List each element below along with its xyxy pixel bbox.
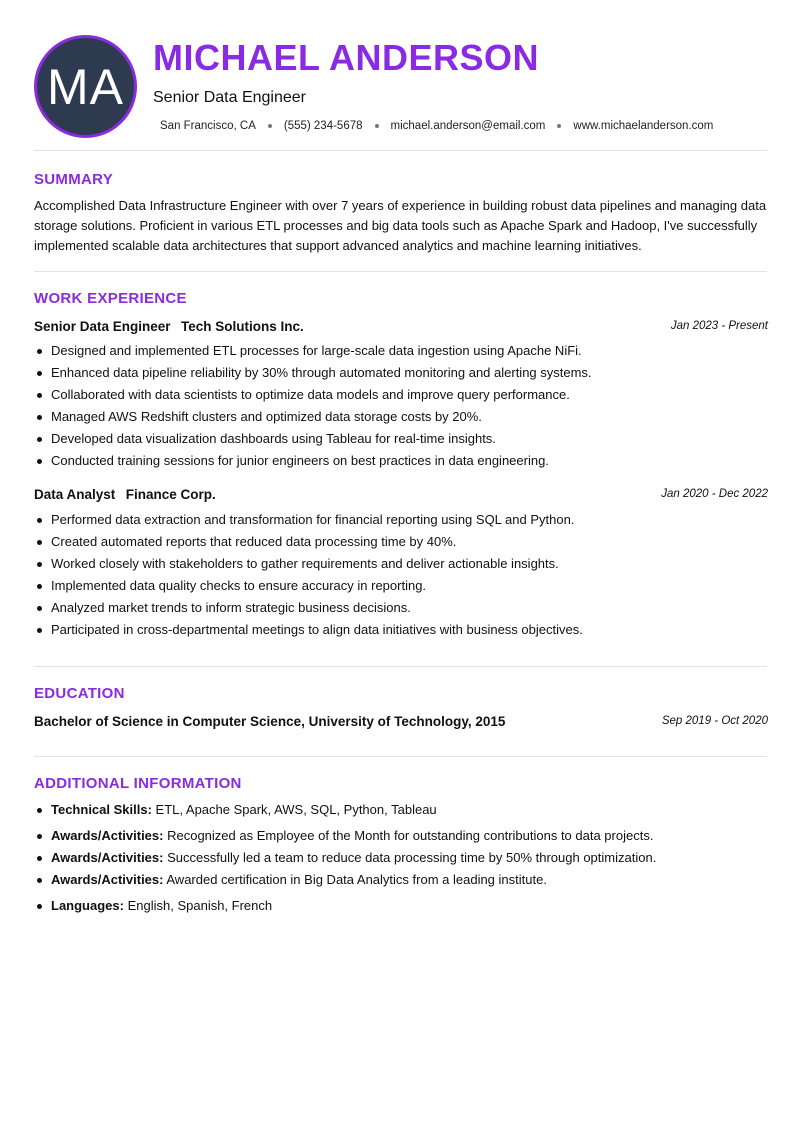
avatar-initials: MA (47, 58, 124, 115)
list-item (34, 870, 547, 890)
info-text: Awarded certification in Big Data Analytics from a leading institute. (166, 872, 547, 887)
list-item: Enhanced data pipeline reliability by 30% through automated monitoring and alerting systems. (34, 363, 768, 385)
divider (34, 756, 767, 757)
info-text: Successfully led a team to reduce data processing time by 50% through optimization. (167, 850, 657, 865)
separator-dot (268, 124, 272, 128)
info-label: Awards/Activities: (51, 850, 164, 865)
contact-location: San Francisco, CA (160, 120, 256, 132)
avatar (34, 35, 137, 138)
contact-phone: (555) 234-5678 (283, 120, 363, 132)
list-item: Conducted training sessions for junior engineers on best practices in data engineering. (34, 451, 768, 473)
education-heading: EDUCATION (34, 685, 125, 702)
job-dates: Jan 2020 - Dec 2022 (661, 488, 768, 500)
list-item: Analyzed market trends to inform strategic business decisions. (34, 598, 768, 620)
summary-text: Accomplished Data Infrastructure Engineer with over 7 years of experience in building robust data pipelines and managing data storage solutions. Proficient in various ETL processes and big data tools such as Apache Spark and Hadoop, I've successfully implemented scalable data architectures that support advanced analytics and machine learning initiatives. (34, 198, 767, 253)
job-bullets (34, 341, 768, 473)
job-header (34, 486, 768, 504)
job-header (34, 318, 768, 336)
list-item (34, 826, 653, 846)
list-item: Created automated reports that reduced data processing time by 40%. (34, 532, 768, 554)
info-text: ETL, Apache Spark, AWS, SQL, Python, Tableau (155, 802, 437, 817)
list-item: Developed data visualization dashboards using Tableau for real-time insights. (34, 429, 768, 451)
divider (34, 271, 767, 272)
info-label: Languages: (51, 898, 124, 913)
work-experience-heading: WORK EXPERIENCE (34, 290, 187, 307)
separator-dot (557, 124, 561, 128)
list-item (34, 848, 656, 868)
info-label: Awards/Activities: (51, 828, 164, 843)
contact-info (160, 120, 713, 132)
candidate-title: Senior Data Engineer (153, 89, 306, 106)
info-label: Awards/Activities: (51, 872, 164, 887)
job-bullets (34, 510, 768, 642)
education-degree: Bachelor of Science in Computer Science, University of Technology, 2015 (34, 714, 506, 729)
list-item: Designed and implemented ETL processes for large-scale data ingestion using Apache NiFi. (34, 341, 768, 363)
list-item: Participated in cross-departmental meetings to align data initiatives with business objectives. (34, 620, 768, 642)
summary-heading: SUMMARY (34, 171, 114, 188)
list-item: Implemented data quality checks to ensure accuracy in reporting. (34, 576, 768, 598)
list-item: Performed data extraction and transformation for financial reporting using SQL and Python. (34, 510, 768, 532)
divider (34, 150, 767, 151)
resume-header (0, 0, 800, 150)
info-text: English, Spanish, French (127, 898, 273, 913)
info-text: Recognized as Employee of the Month for outstanding contributions to data projects. (167, 828, 654, 843)
separator-dot (375, 124, 379, 128)
job-company: Tech Solutions Inc. (181, 319, 304, 334)
list-item: Worked closely with stakeholders to gather requirements and deliver actionable insights. (34, 554, 768, 576)
job-company: Finance Corp. (125, 487, 216, 502)
additional-info-heading: ADDITIONAL INFORMATION (34, 775, 242, 792)
info-label: Technical Skills: (51, 802, 152, 817)
list-item: Managed AWS Redshift clusters and optimized data storage costs by 20%. (34, 407, 768, 429)
list-item: Collaborated with data scientists to optimize data models and improve query performance. (34, 385, 768, 407)
education-entry (34, 713, 768, 733)
contact-website[interactable]: www.michaelanderson.com (573, 120, 714, 132)
job-title: Data Analyst (34, 487, 116, 502)
list-item (34, 800, 437, 820)
candidate-name: MICHAEL ANDERSON (153, 37, 540, 78)
divider (34, 666, 767, 667)
job-title: Senior Data Engineer (34, 319, 171, 334)
job-dates: Jan 2023 - Present (670, 320, 768, 332)
education-dates: Sep 2019 - Oct 2020 (661, 715, 768, 727)
contact-email[interactable]: michael.anderson@email.com (390, 120, 546, 132)
list-item (34, 896, 272, 916)
